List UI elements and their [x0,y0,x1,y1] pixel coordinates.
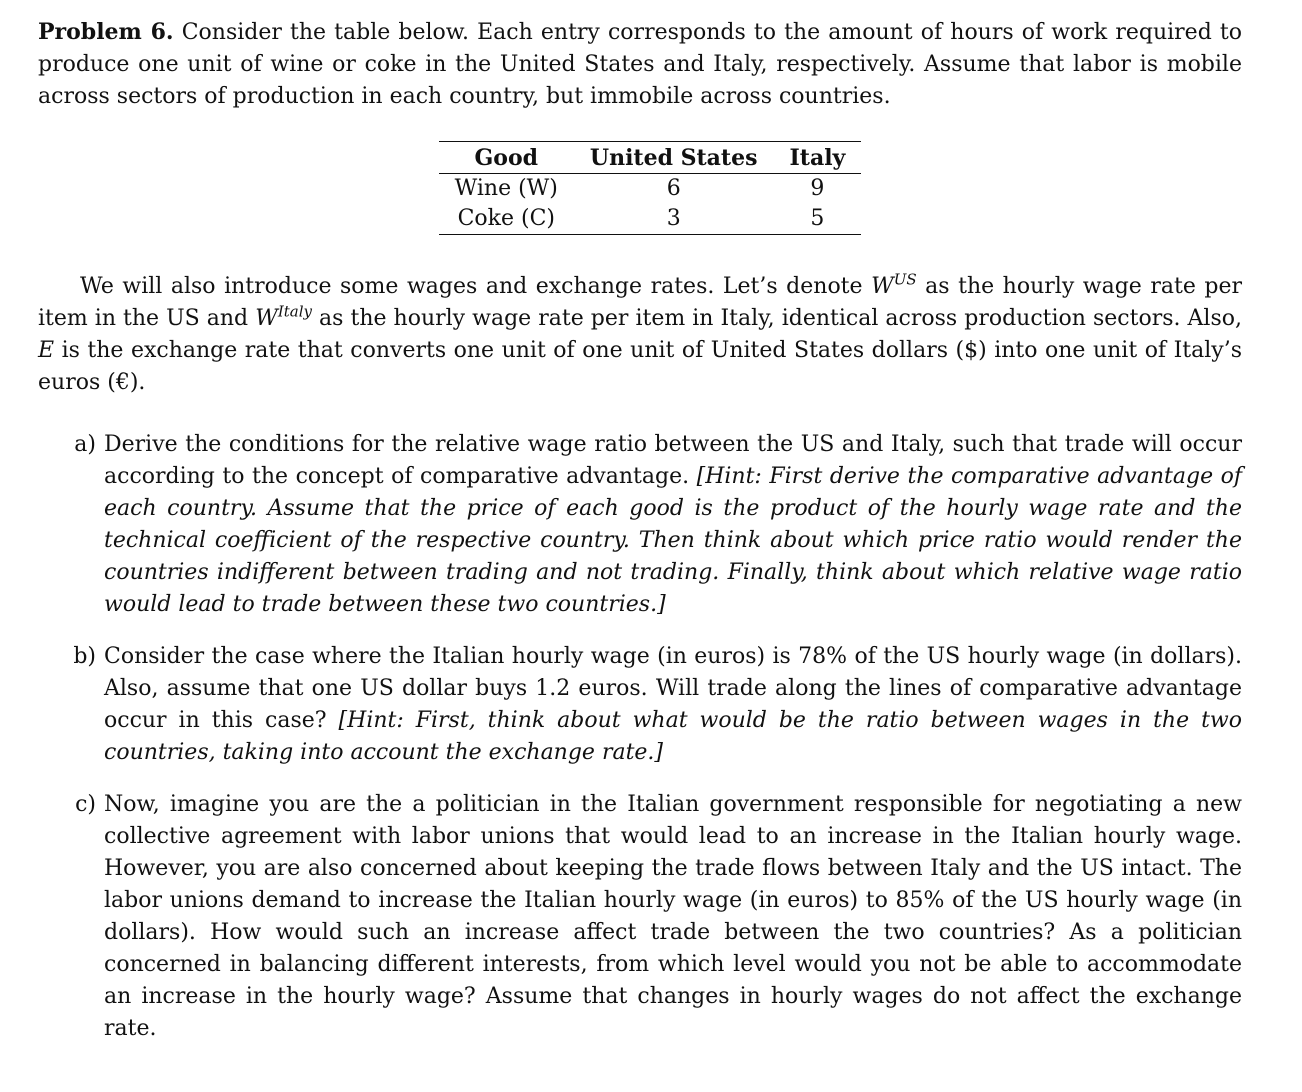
problem-label: Problem 6. [38,19,174,45]
cell-good: Coke (C) [457,206,555,231]
part-hint: [Hint: First derive the comparative advantage of each country. Assume that the price of each good is the product of the hourly wage rate and the technical coefficient of the respective country. Then think about which price ratio would render the countries indifferent between trading and not trading. Finally, think about which relative wage ratio would lead to trade between these two countries.] [104,464,1242,617]
part-body [104,789,1242,1045]
w-us-superscript: US [893,270,917,289]
wages-text-3: as the hourly wage rate per item in Italy, identical across production sectors. Also, [311,306,1242,331]
wages-paragraph [38,271,1242,399]
part-text: Now, imagine you are the a politician in the Italian government responsible for negotiating a new collective agreement with labor unions that would lead to an increase in the Italian hourly wage. However, you are also concerned about keeping the trade flows between Italy and the US intact. The labor unions demand to increase the Italian hourly wage (in euros) to 85% of the US hourly wage (in dollars). How would such an increase affect trade between the two countries? As a politician concerned in balancing different interests, from which level would you not be able to accommodate an increase in the hourly wage? Assume that changes in hourly wages do not affect the exchange rate. [104,792,1242,1041]
w-italy-superscript: Italy [277,302,312,321]
cell-italy: 5 [810,206,825,231]
wages-text-1: We will also introduce some wages and exchange rates. Let’s denote [80,274,872,299]
question-part-c [38,789,1242,1045]
part-label: a) [74,432,96,457]
w-us-symbol: W [871,274,894,299]
part-label: b) [73,644,96,669]
question-part-b [38,641,1242,769]
cell-italy: 9 [810,176,825,201]
cell-us: 3 [666,206,681,231]
w-italy-symbol: W [255,306,278,331]
part-body [104,641,1242,769]
problem-intro [38,16,1242,113]
cell-good: Wine (W) [454,176,558,201]
cell-us: 6 [666,176,681,201]
table-container [38,141,1242,235]
wages-text-4: is the exchange rate that converts one unit of one unit of United States dollars ($) into one unit of Italy’s euros (€). [38,338,1242,395]
part-body [104,429,1242,621]
header-italy: Italy [773,142,861,174]
question-part-a [38,429,1242,621]
wages-text-2: as the hourly wage rate per item in the US and [38,274,1243,331]
labor-requirements-table [439,141,862,235]
table-row [439,204,862,235]
table-row [439,174,862,205]
part-text: Consider the case where the Italian hourly wage (in euros) is 78% of the US hourly wage (in dollars). Also, assume that one US dollar buys 1.2 euros. Will trade along the lines of comparative advantage occur in this case? [104,644,1242,733]
problem-intro-text: Consider the table below. Each entry corresponds to the amount of hours of work required to produce one unit of wine or coke in the United States and Italy, respectively. Assume that labor is mobile across sectors of production in each country, but immobile across countries. [38,20,1242,109]
part-hint: [Hint: First, think about what would be the ratio between wages in the two countries, taking into account the exchange rate.] [104,708,1242,765]
header-good: Good [439,142,574,174]
part-label: c) [75,792,96,817]
header-united-states: United States [574,142,774,174]
part-text: Derive the conditions for the relative wage ratio between the US and Italy, such that trade will occur according to the concept of comparative advantage. [104,432,1242,489]
table-header-row [439,142,862,174]
e-symbol: E [38,338,55,363]
question-parts [38,429,1242,1045]
